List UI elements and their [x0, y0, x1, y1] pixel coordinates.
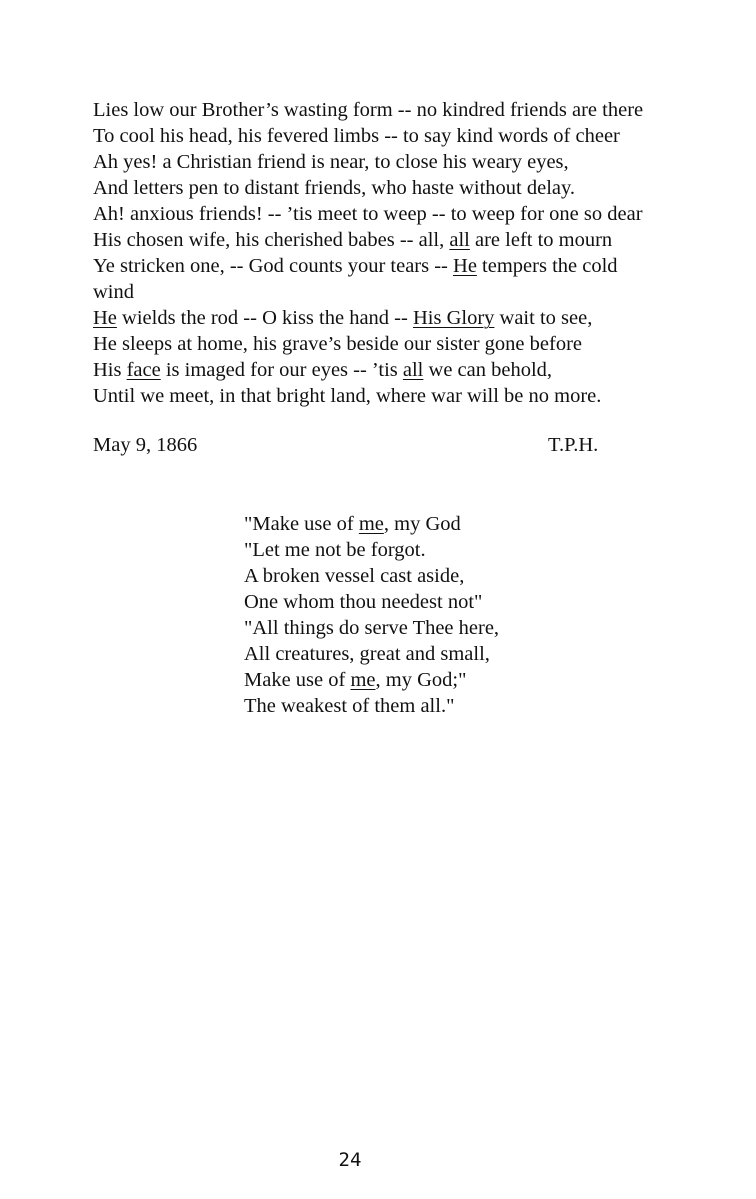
line-text: His [93, 359, 127, 381]
underlined-word: me [358, 513, 384, 535]
line-text: Lies low our Brother’s wasting form -- no kindred friends are there [93, 99, 644, 121]
line-text: Ah! anxious friends! -- ’tis meet to weep -- to weep for one so dear [93, 203, 643, 225]
line-text: Ah yes! a Christian friend is near, to close his weary eyes, [93, 151, 569, 173]
line-text: To cool his head, his fevered limbs -- to say kind words of cheer [93, 125, 620, 147]
underlined-word: He [93, 307, 117, 329]
line-text: is imaged for our eyes -- ’tis [160, 359, 403, 381]
poem-line [93, 97, 733, 123]
poem-line [93, 331, 733, 357]
signature-initials: T.P.H. [548, 434, 599, 456]
line-text: , my God [383, 513, 461, 535]
line-text: And letters pen to distant friends, who haste without delay. [93, 177, 576, 199]
underlined-word: face [126, 359, 161, 381]
line-text: "All things do serve Thee here, [244, 617, 500, 639]
underlined-word: me [350, 669, 376, 691]
line-text: "Make use of [244, 513, 359, 535]
line-text: we can behold, [423, 359, 553, 381]
line-text: Make use of [244, 669, 351, 691]
poem-line [93, 357, 733, 383]
line-text: are left to mourn [469, 229, 613, 251]
poem-line [93, 123, 733, 149]
poem-line [244, 615, 664, 641]
poem-line [93, 201, 733, 227]
poem-line [244, 537, 664, 563]
line-text: wields the rod -- O kiss the hand -- [116, 307, 413, 329]
poem-line [244, 589, 664, 615]
poem-line [244, 641, 664, 667]
poem-line [244, 667, 664, 693]
line-text: All creatures, great and small, [244, 643, 490, 665]
poem-two [244, 511, 664, 719]
line-text: wind [93, 281, 134, 303]
line-text: wait to see, [494, 307, 593, 329]
underlined-word: all [449, 229, 470, 251]
poem-line [93, 305, 733, 331]
poem-line [93, 253, 733, 279]
underlined-word: He [453, 255, 477, 277]
poem-line [93, 149, 733, 175]
underlined-word: all [402, 359, 424, 381]
line-text: Ye stricken one, -- God counts your tears -- [93, 255, 454, 277]
page-number: 24 [338, 1149, 362, 1171]
poem-line [93, 383, 733, 409]
underlined-word: His Glory [412, 307, 495, 329]
poem-line [93, 227, 733, 253]
poem-line [244, 511, 664, 537]
line-text: He sleeps at home, his grave’s beside our sister gone before [93, 333, 583, 355]
line-text: "Let me not be forgot. [244, 539, 426, 561]
line-text: His chosen wife, his cherished babes -- all, [93, 229, 450, 251]
signature-date: May 9, 1866 [93, 434, 198, 456]
poem-line [244, 563, 664, 589]
poem-line [93, 279, 733, 305]
poem-line [93, 175, 733, 201]
line-text: A broken vessel cast aside, [244, 565, 465, 587]
line-text: , my God;" [375, 669, 467, 691]
line-text: Until we meet, in that bright land, where war will be no more. [93, 385, 602, 407]
line-text: tempers the cold [476, 255, 618, 277]
poem-line [244, 693, 664, 719]
line-text: The weakest of them all." [244, 695, 455, 717]
poem-one [93, 97, 733, 409]
line-text: One whom thou needest not" [244, 591, 483, 613]
